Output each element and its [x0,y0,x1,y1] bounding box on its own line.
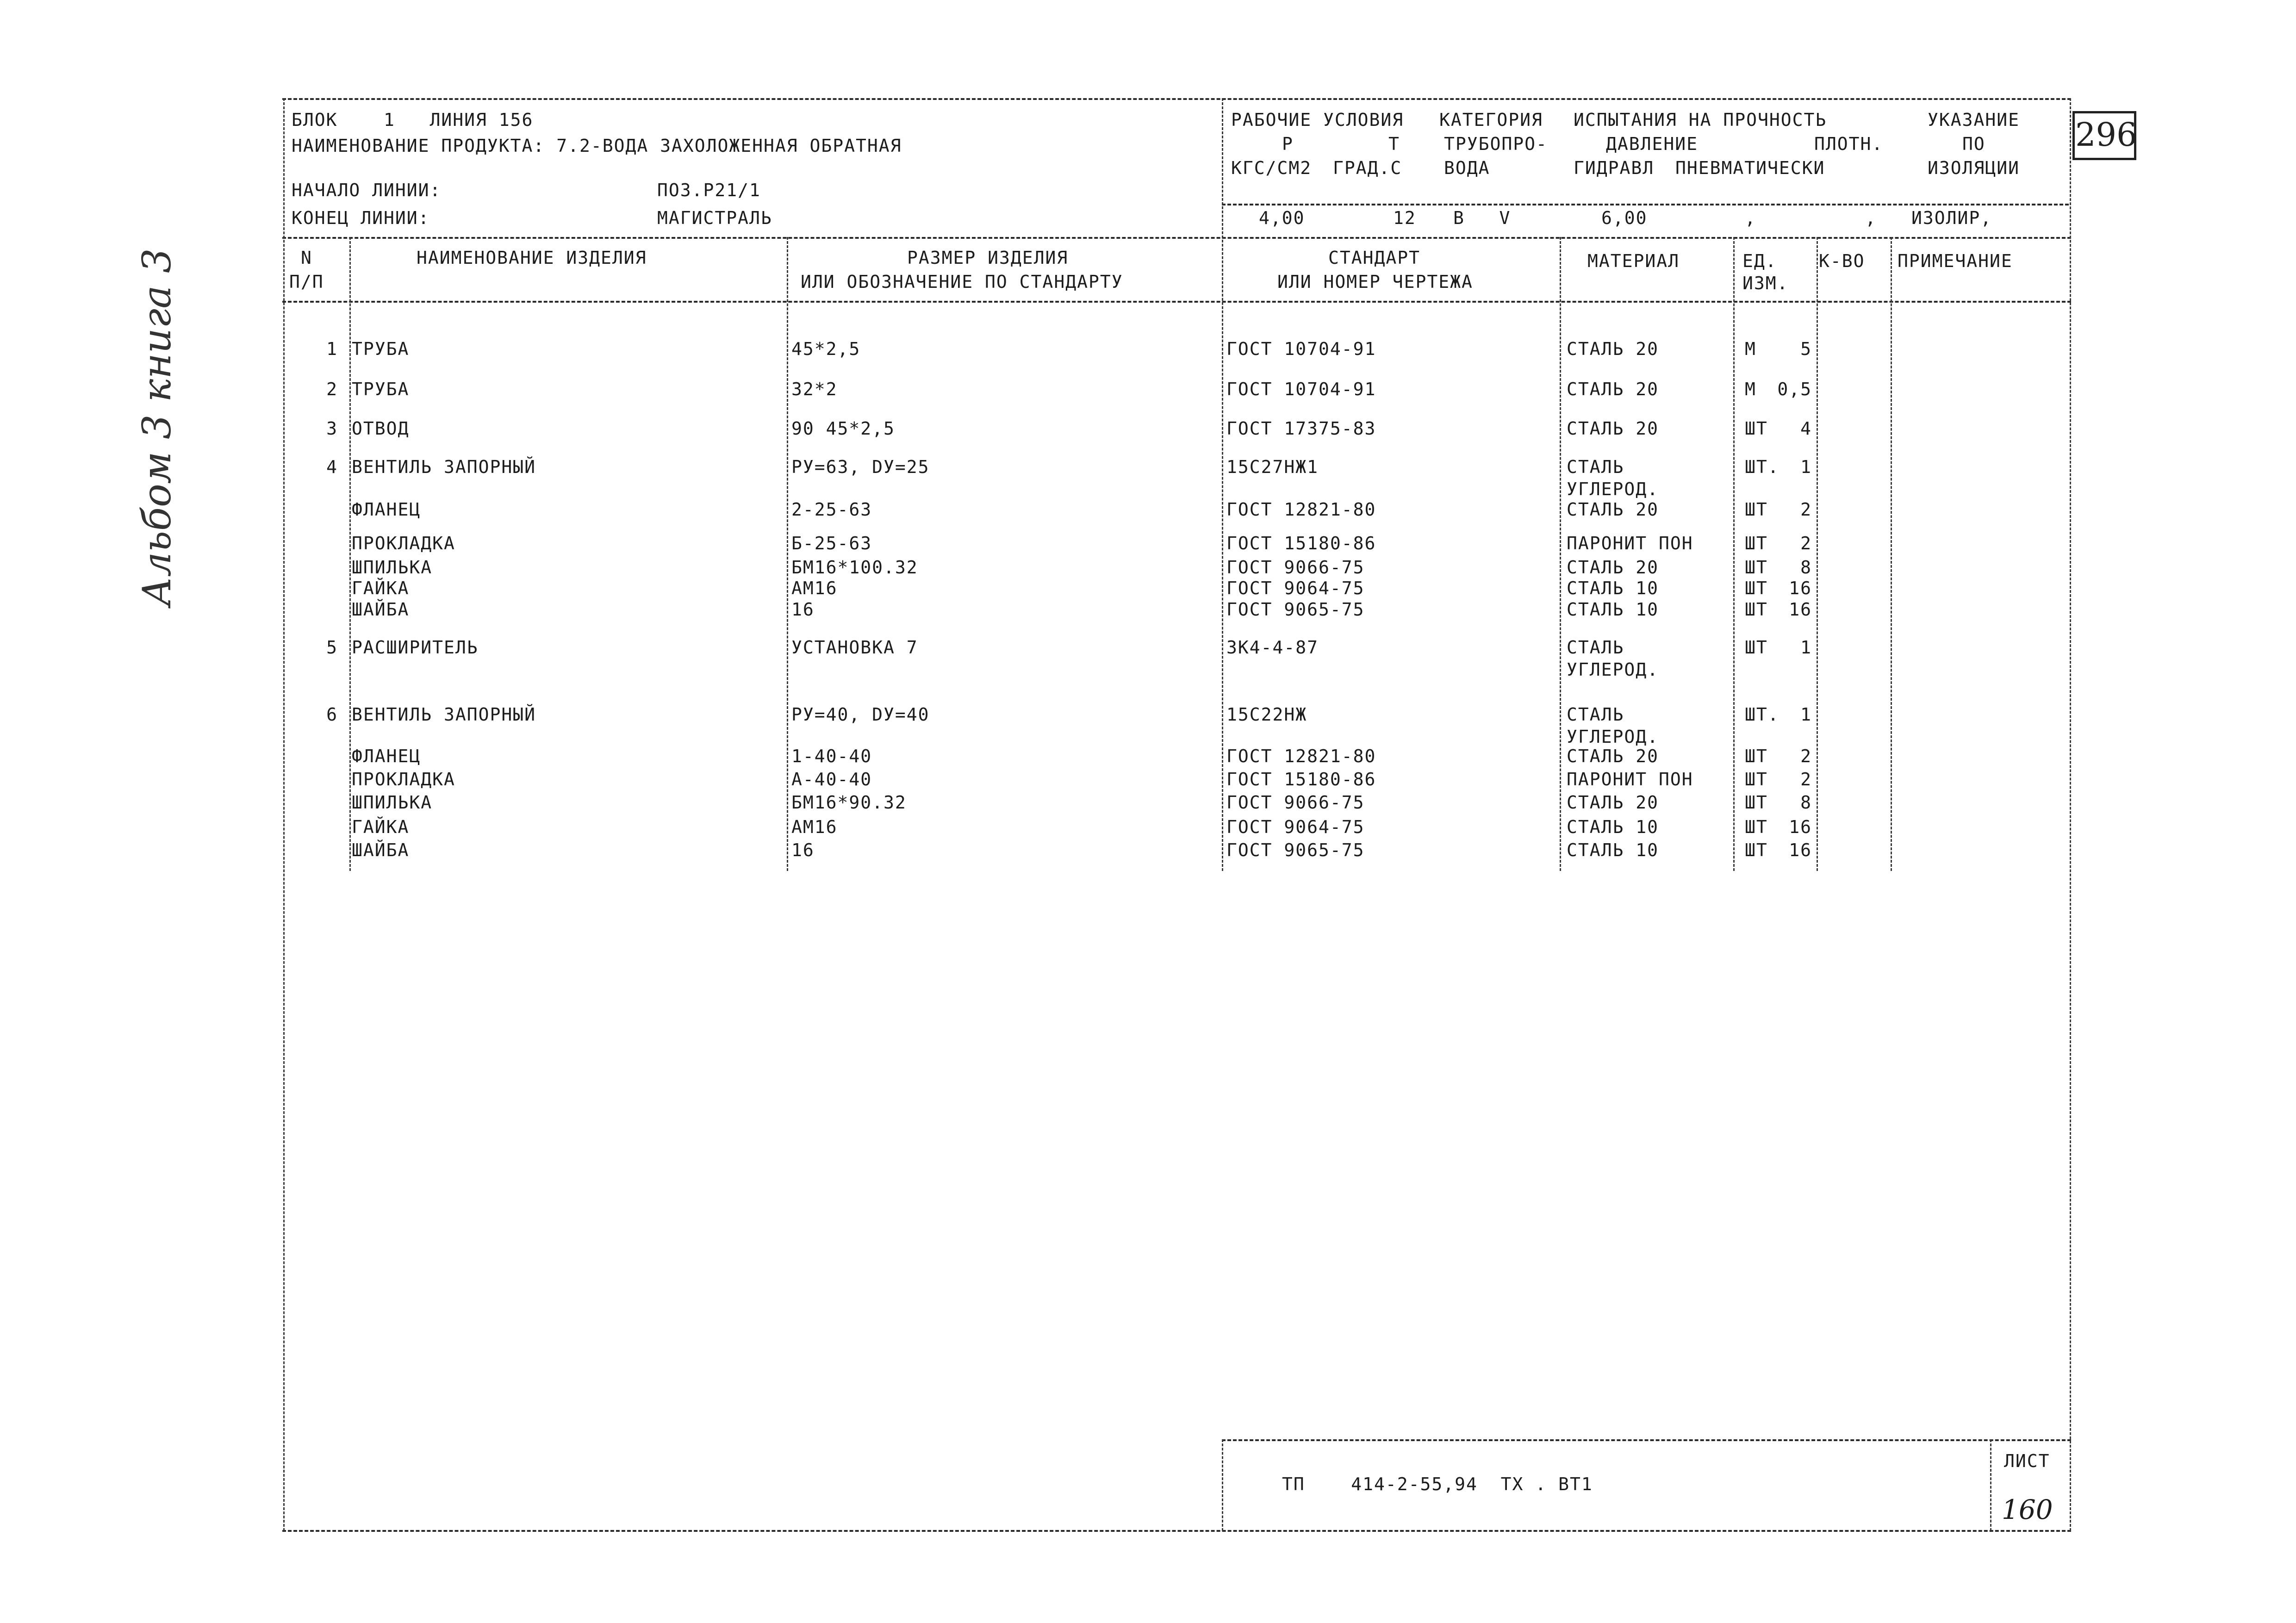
row-13-unit: ШТ [1745,769,1768,790]
row-11-n: 6 [326,704,338,725]
document-code: ТП 414-2-55,94 ТХ . ВТ1 [1282,1474,1593,1494]
col-header-name: НАИМЕНОВАНИЕ ИЗДЕЛИЯ [417,248,647,268]
header-divider-line [282,237,2071,239]
row-16-qty: 16 [1789,840,1812,860]
row-4-std: 15С27НЖ1 [1226,457,1319,477]
row-15-size: АМ16 [791,817,838,837]
strength-testing-label: ИСПЫТАНИЯ НА ПРОЧНОСТЬ [1574,110,1827,130]
row-12-unit: ШТ [1745,746,1768,766]
row-11-mat2: УГЛЕРОД. [1567,727,1659,747]
row-1-std: ГОСТ 10704-91 [1226,339,1376,359]
row-12-name: ФЛАНЕЦ [352,746,421,766]
temperature-unit: ГРАД.С [1333,158,1402,178]
row-5-std: ГОСТ 12821-80 [1226,499,1376,520]
row-2-name: ТРУБА [352,379,410,399]
row-14-mat: СТАЛЬ 20 [1567,792,1659,813]
row-14-unit: ШТ [1745,792,1768,813]
side-note: Альбом 3 книга 3 [134,248,180,606]
row-12-qty: 2 [1800,746,1812,766]
row-7-std: ГОСТ 9066-75 [1226,557,1365,578]
row-1-qty: 5 [1800,339,1812,359]
row-10-n: 5 [326,637,338,658]
insulation-label: УКАЗАНИЕ [1928,110,2020,130]
row-7-size: БМ16*100.32 [791,557,918,578]
frame-bottom-line [282,1530,2071,1532]
row-3-n: 3 [326,418,338,439]
hydraulic-value: 6,00 [1601,208,1648,228]
row-13-qty: 2 [1800,769,1812,790]
product-name: НАИМЕНОВАНИЕ ПРОДУКТА: 7.2-ВОДА ЗАХОЛОЖЕННАЯ ОБРАТНАЯ [292,136,902,156]
row-4-qty: 1 [1800,457,1812,477]
sheet-number: 160 [2002,1494,2053,1525]
line-end-label: КОНЕЦ ЛИНИИ: [292,208,430,228]
row-15-unit: ШТ [1745,817,1768,837]
row-10-qty: 1 [1800,637,1812,658]
row-14-std: ГОСТ 9066-75 [1226,792,1365,813]
col-header-unit: ЕД. [1742,251,1777,271]
line-end-value: МАГИСТРАЛЬ [657,208,772,228]
sheet-label: ЛИСТ [2004,1451,2050,1471]
row-13-name: ПРОКЛАДКА [352,769,455,790]
row-12-size: 1-40-40 [791,746,872,766]
row-6-qty: 2 [1800,533,1812,553]
pneumatic-label: ПНЕВМАТИЧЕСКИ [1675,158,1825,178]
column-header-line [282,301,2071,303]
density-label: ПЛОТН. [1814,134,1884,154]
row-1-size: 45*2,5 [791,339,861,359]
line-start-label: НАЧАЛО ЛИНИИ: [292,180,442,200]
row-2-size: 32*2 [791,379,838,399]
temperature-value: 12 [1393,208,1416,228]
category-value: В V [1453,208,1511,228]
category-label-3: ВОДА [1444,158,1490,178]
row-4-mat2: УГЛЕРОД. [1567,479,1659,499]
row-8-name: ГАЙКА [352,578,410,598]
row-11-qty: 1 [1800,704,1812,725]
insulation-label-3: ИЗОЛЯЦИИ [1928,158,2020,178]
line-start-value: ПОЗ.Р21/1 [657,180,761,200]
row-14-name: ШПИЛЬКА [352,792,433,813]
col-divider-note [1891,237,1892,871]
conditions-divider-line [1222,204,2069,205]
row-6-std: ГОСТ 15180-86 [1226,533,1376,553]
row-4-size: РУ=63, DУ=25 [791,457,930,477]
row-11-size: РУ=40, DУ=40 [791,704,930,725]
row-13-mat: ПАРОНИТ ПОН [1567,769,1693,790]
row-6-name: ПРОКЛАДКА [352,533,455,553]
row-16-size: 16 [791,840,815,860]
working-conditions-label: РАБОЧИЕ УСЛОВИЯ [1231,110,1404,130]
row-11-std: 15С22НЖ [1226,704,1307,725]
block-line: БЛОК 1 ЛИНИЯ 156 [292,110,534,130]
col-header-material: МАТЕРИАЛ [1587,251,1680,271]
row-14-qty: 8 [1800,792,1812,813]
col-header-size-2: ИЛИ ОБОЗНАЧЕНИЕ ПО СТАНДАРТУ [801,272,1123,292]
row-11-unit: ШТ. [1745,704,1780,725]
row-9-name: ШАЙБА [352,599,410,620]
row-15-std: ГОСТ 9064-75 [1226,817,1365,837]
row-4-unit: ШТ. [1745,457,1780,477]
row-2-std: ГОСТ 10704-91 [1226,379,1376,399]
row-1-n: 1 [326,339,338,359]
row-14-size: БМ16*90.32 [791,792,907,813]
row-2-qty: 0,5 [1777,379,1812,399]
row-10-mat2: УГЛЕРОД. [1567,659,1659,680]
frame-left-line [283,98,285,1531]
frame-top-line [282,98,2071,100]
row-4-mat: СТАЛЬ [1567,457,1624,477]
frame-right-line [2070,98,2071,1531]
row-8-qty: 16 [1789,578,1812,598]
row-9-std: ГОСТ 9065-75 [1226,599,1365,620]
row-11-name: ВЕНТИЛЬ ЗАПОРНЫЙ [352,704,536,725]
row-9-size: 16 [791,599,815,620]
row-15-mat: СТАЛЬ 10 [1567,817,1659,837]
insulation-value: ИЗОЛИР, [1911,208,1992,228]
row-1-unit: М [1745,339,1756,359]
row-16-name: ШАЙБА [352,840,410,860]
row-9-mat: СТАЛЬ 10 [1567,599,1659,620]
row-7-mat: СТАЛЬ 20 [1567,557,1659,578]
footer-top-line [1222,1439,2071,1441]
row-3-name: ОТВОД [352,418,410,439]
row-16-mat: СТАЛЬ 10 [1567,840,1659,860]
row-10-size: УСТАНОВКА 7 [791,637,918,658]
pneumatic-value: , [1745,208,1756,228]
col-header-unit-2: ИЗМ. [1742,273,1789,293]
row-3-unit: ШТ [1745,418,1768,439]
row-1-mat: СТАЛЬ 20 [1567,339,1659,359]
col-header-note: ПРИМЕЧАНИЕ [1898,251,2013,271]
row-6-unit: ШТ [1745,533,1768,553]
row-9-qty: 16 [1789,599,1812,620]
col-header-size: РАЗМЕР ИЗДЕЛИЯ [907,248,1069,268]
row-5-unit: ШТ [1745,499,1768,520]
row-15-name: ГАЙКА [352,817,410,837]
pressure-p-label: Р [1282,134,1294,154]
row-5-qty: 2 [1800,499,1812,520]
pressure-value: 4,00 [1259,208,1305,228]
col-header-num-2: П/П [289,272,324,292]
row-7-unit: ШТ [1745,557,1768,578]
temperature-t-label: Т [1388,134,1400,154]
row-11-mat: СТАЛЬ [1567,704,1624,725]
footer-left-line [1222,1439,1223,1531]
row-7-name: ШПИЛЬКА [352,557,433,578]
row-2-n: 2 [326,379,338,399]
col-header-standard-2: ИЛИ НОМЕР ЧЕРТЕЖА [1277,272,1473,292]
row-8-unit: ШТ [1745,578,1768,598]
category-label: КАТЕГОРИЯ [1439,110,1543,130]
pressure-unit: КГС/СМ2 [1231,158,1312,178]
row-8-mat: СТАЛЬ 10 [1567,578,1659,598]
row-6-size: Б-25-63 [791,533,872,553]
sheet-box-line [1990,1439,1991,1531]
row-5-mat: СТАЛЬ 20 [1567,499,1659,520]
col-divider-qty [1817,237,1818,871]
row-7-qty: 8 [1800,557,1812,578]
row-4-name: ВЕНТИЛЬ ЗАПОРНЫЙ [352,457,536,477]
row-15-qty: 16 [1789,817,1812,837]
row-3-size: 90 45*2,5 [791,418,895,439]
row-1-name: ТРУБА [352,339,410,359]
row-4-n: 4 [326,457,338,477]
row-2-mat: СТАЛЬ 20 [1567,379,1659,399]
row-9-unit: ШТ [1745,599,1768,620]
row-2-unit: М [1745,379,1756,399]
row-16-std: ГОСТ 9065-75 [1226,840,1365,860]
col-header-qty: К-ВО [1819,251,1865,271]
insulation-label-2: ПО [1962,134,1985,154]
row-8-size: АМ16 [791,578,838,598]
row-16-unit: ШТ [1745,840,1768,860]
row-6-mat: ПАРОНИТ ПОН [1567,533,1693,553]
row-8-std: ГОСТ 9064-75 [1226,578,1365,598]
col-header-num: N [301,248,312,268]
row-5-name: ФЛАНЕЦ [352,499,421,520]
density-value: , [1865,208,1877,228]
row-12-std: ГОСТ 12821-80 [1226,746,1376,766]
row-13-std: ГОСТ 15180-86 [1226,769,1376,790]
row-3-qty: 4 [1800,418,1812,439]
category-label-2: ТРУБОПРО- [1444,134,1548,154]
row-10-std: 3К4-4-87 [1226,637,1319,658]
pressure-label: ДАВЛЕНИЕ [1606,134,1699,154]
row-3-mat: СТАЛЬ 20 [1567,418,1659,439]
row-10-name: РАСШИРИТЕЛЬ [352,637,479,658]
row-3-std: ГОСТ 17375-83 [1226,418,1376,439]
row-10-mat: СТАЛЬ [1567,637,1624,658]
row-12-mat: СТАЛЬ 20 [1567,746,1659,766]
row-13-size: А-40-40 [791,769,872,790]
col-header-standard: СТАНДАРТ [1328,248,1421,268]
hydraulic-label: ГИДРАВЛ [1574,158,1655,178]
row-10-unit: ШТ [1745,637,1768,658]
stamp-number: 296 [2075,116,2137,154]
row-5-size: 2-25-63 [791,499,872,520]
